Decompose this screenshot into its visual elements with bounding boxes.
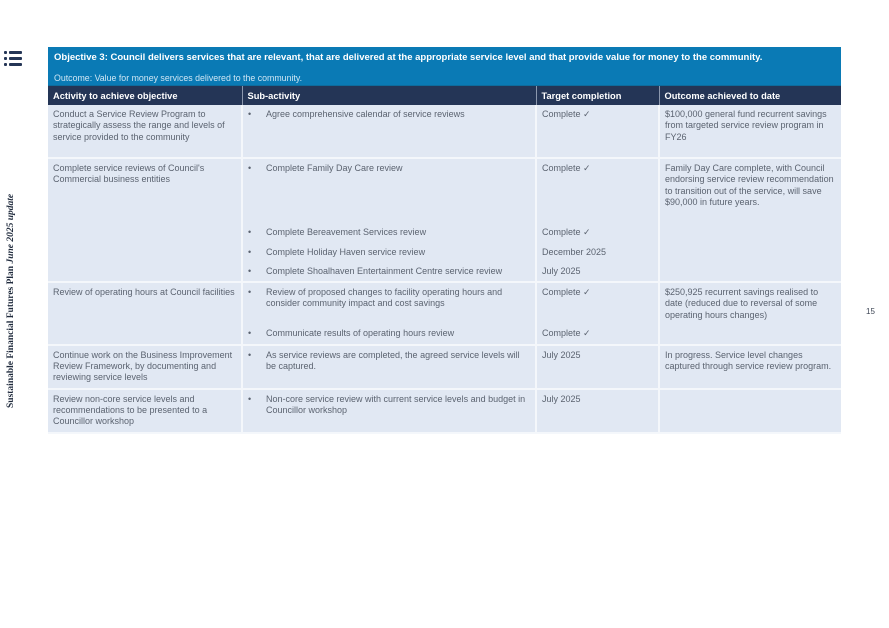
bullet: • [248,287,252,298]
sub-activity-text: Complete Shoalhaven Entertainment Centre service review [266,265,503,276]
list-icon-dot [4,57,7,60]
bullet: • [248,163,252,173]
sub-activity-cell [242,105,536,158]
sub-activity-text: Agree comprehensive calendar of service reviews [266,109,465,119]
target-cell [536,389,659,433]
sub-activity-text: Review of proposed changes to facility operating hours and consider community impact and cost savings [266,287,503,309]
list-icon-bar [9,57,22,60]
outcome-cell: In progress. Service level changes captured through service review program. [659,345,841,389]
sub-activity-item [248,328,530,339]
list-icon-dot [4,51,7,54]
sub-activity-item [248,247,530,258]
objective-title: Objective 3: Council delivers services that are relevant, that are delivered at the appropriate service level and that provide value for money to the community. [54,52,763,63]
list-icon-bar [9,51,22,54]
target-value: July 2025 [542,393,581,404]
target-value: Complete ✓ [542,227,591,238]
header-outcome: Outcome achieved to date [659,86,841,105]
bullet: • [248,393,252,404]
table-header-row [48,86,841,105]
target-value: December 2025 [542,246,607,257]
sub-activity-item [248,227,530,238]
header-sub-activity: Sub-activity [242,86,536,105]
activity-cell: Review of operating hours at Council facilities [48,282,242,345]
header-activity: Activity to achieve objective [48,86,242,105]
outcome-cell: $250,925 recurrent savings realised to date (reduced due to reversal of some operating hours changes) [659,282,841,345]
sub-activity-cell [242,345,536,389]
objective-outcome: Outcome: Value for money services delivered to the community. [54,73,303,83]
activity-cell: Complete service reviews of Council's Commercial business entities [48,158,242,282]
outcome-cell [659,389,841,433]
bullet: • [248,227,252,238]
activity-cell: Continue work on the Business Improvement Review Framework, by documenting and reviewing service levels [48,345,242,389]
activity-cell: Conduct a Service Review Program to strategically assess the range and levels of service provided to the community [48,105,242,158]
target-cell [536,282,659,345]
list-icon[interactable] [4,51,22,66]
sub-activity-item [248,163,530,174]
document-side-title [6,194,16,408]
objective-banner [48,47,841,86]
target-value: July 2025 [542,349,581,360]
table-row [48,105,841,158]
activity-cell: Review non-core service levels and recommendations to be presented to a Councillor workshop [48,389,242,433]
sub-activity-cell [242,282,536,345]
sub-activity-cell [242,389,536,433]
sub-activity-text: As service reviews are completed, the agreed service levels will be captured. [266,349,520,372]
bullet: • [248,265,252,276]
sub-activity-item [248,266,530,277]
sub-activity-text: Non-core service review with current service levels and budget in Councillor workshop [266,393,526,415]
document-title: Sustainable Financial Futures Plan [6,265,16,408]
bullet: • [248,246,252,257]
objective-table-section [48,47,841,434]
page-number: 15 [866,307,875,316]
list-icon-bar [9,63,22,66]
bullet: • [248,349,252,360]
sub-activity-item [248,287,530,310]
target-value: Complete ✓ [542,163,591,173]
document-subtitle: June 2025 update [6,193,16,264]
target-value: Complete ✓ [542,287,591,298]
target-cell [536,158,659,282]
table-row [48,158,841,282]
list-icon-dot [4,63,7,66]
table-row [48,345,841,389]
target-value: Complete ✓ [542,328,591,339]
sub-activity-text: Complete Bereavement Services review [266,227,427,238]
target-value: July 2025 [542,265,581,276]
bullet: • [248,109,252,119]
sub-activity-item [248,394,530,417]
target-cell [536,345,659,389]
sub-activity-text: Complete Holiday Haven service review [266,246,426,257]
outcome-cell: $100,000 general fund recurrent savings from targeted service review program in FY26 [659,105,841,158]
sub-activity-text: Communicate results of operating hours review [266,327,455,338]
outcome-cell: Family Day Care complete, with Council endorsing service review recommendation to transition out of the service, will save $90,000 in future years. [659,158,841,282]
target-cell [536,105,659,158]
sub-activity-item [248,109,530,120]
sub-activity-cell [242,158,536,282]
activity-table [48,86,841,434]
table-row [48,389,841,433]
header-target-completion: Target completion [536,86,659,105]
bullet: • [248,327,252,338]
sub-activity-item [248,350,530,373]
sub-activity-text: Complete Family Day Care review [266,163,403,173]
table-row [48,282,841,345]
target-value: Complete ✓ [542,109,591,119]
